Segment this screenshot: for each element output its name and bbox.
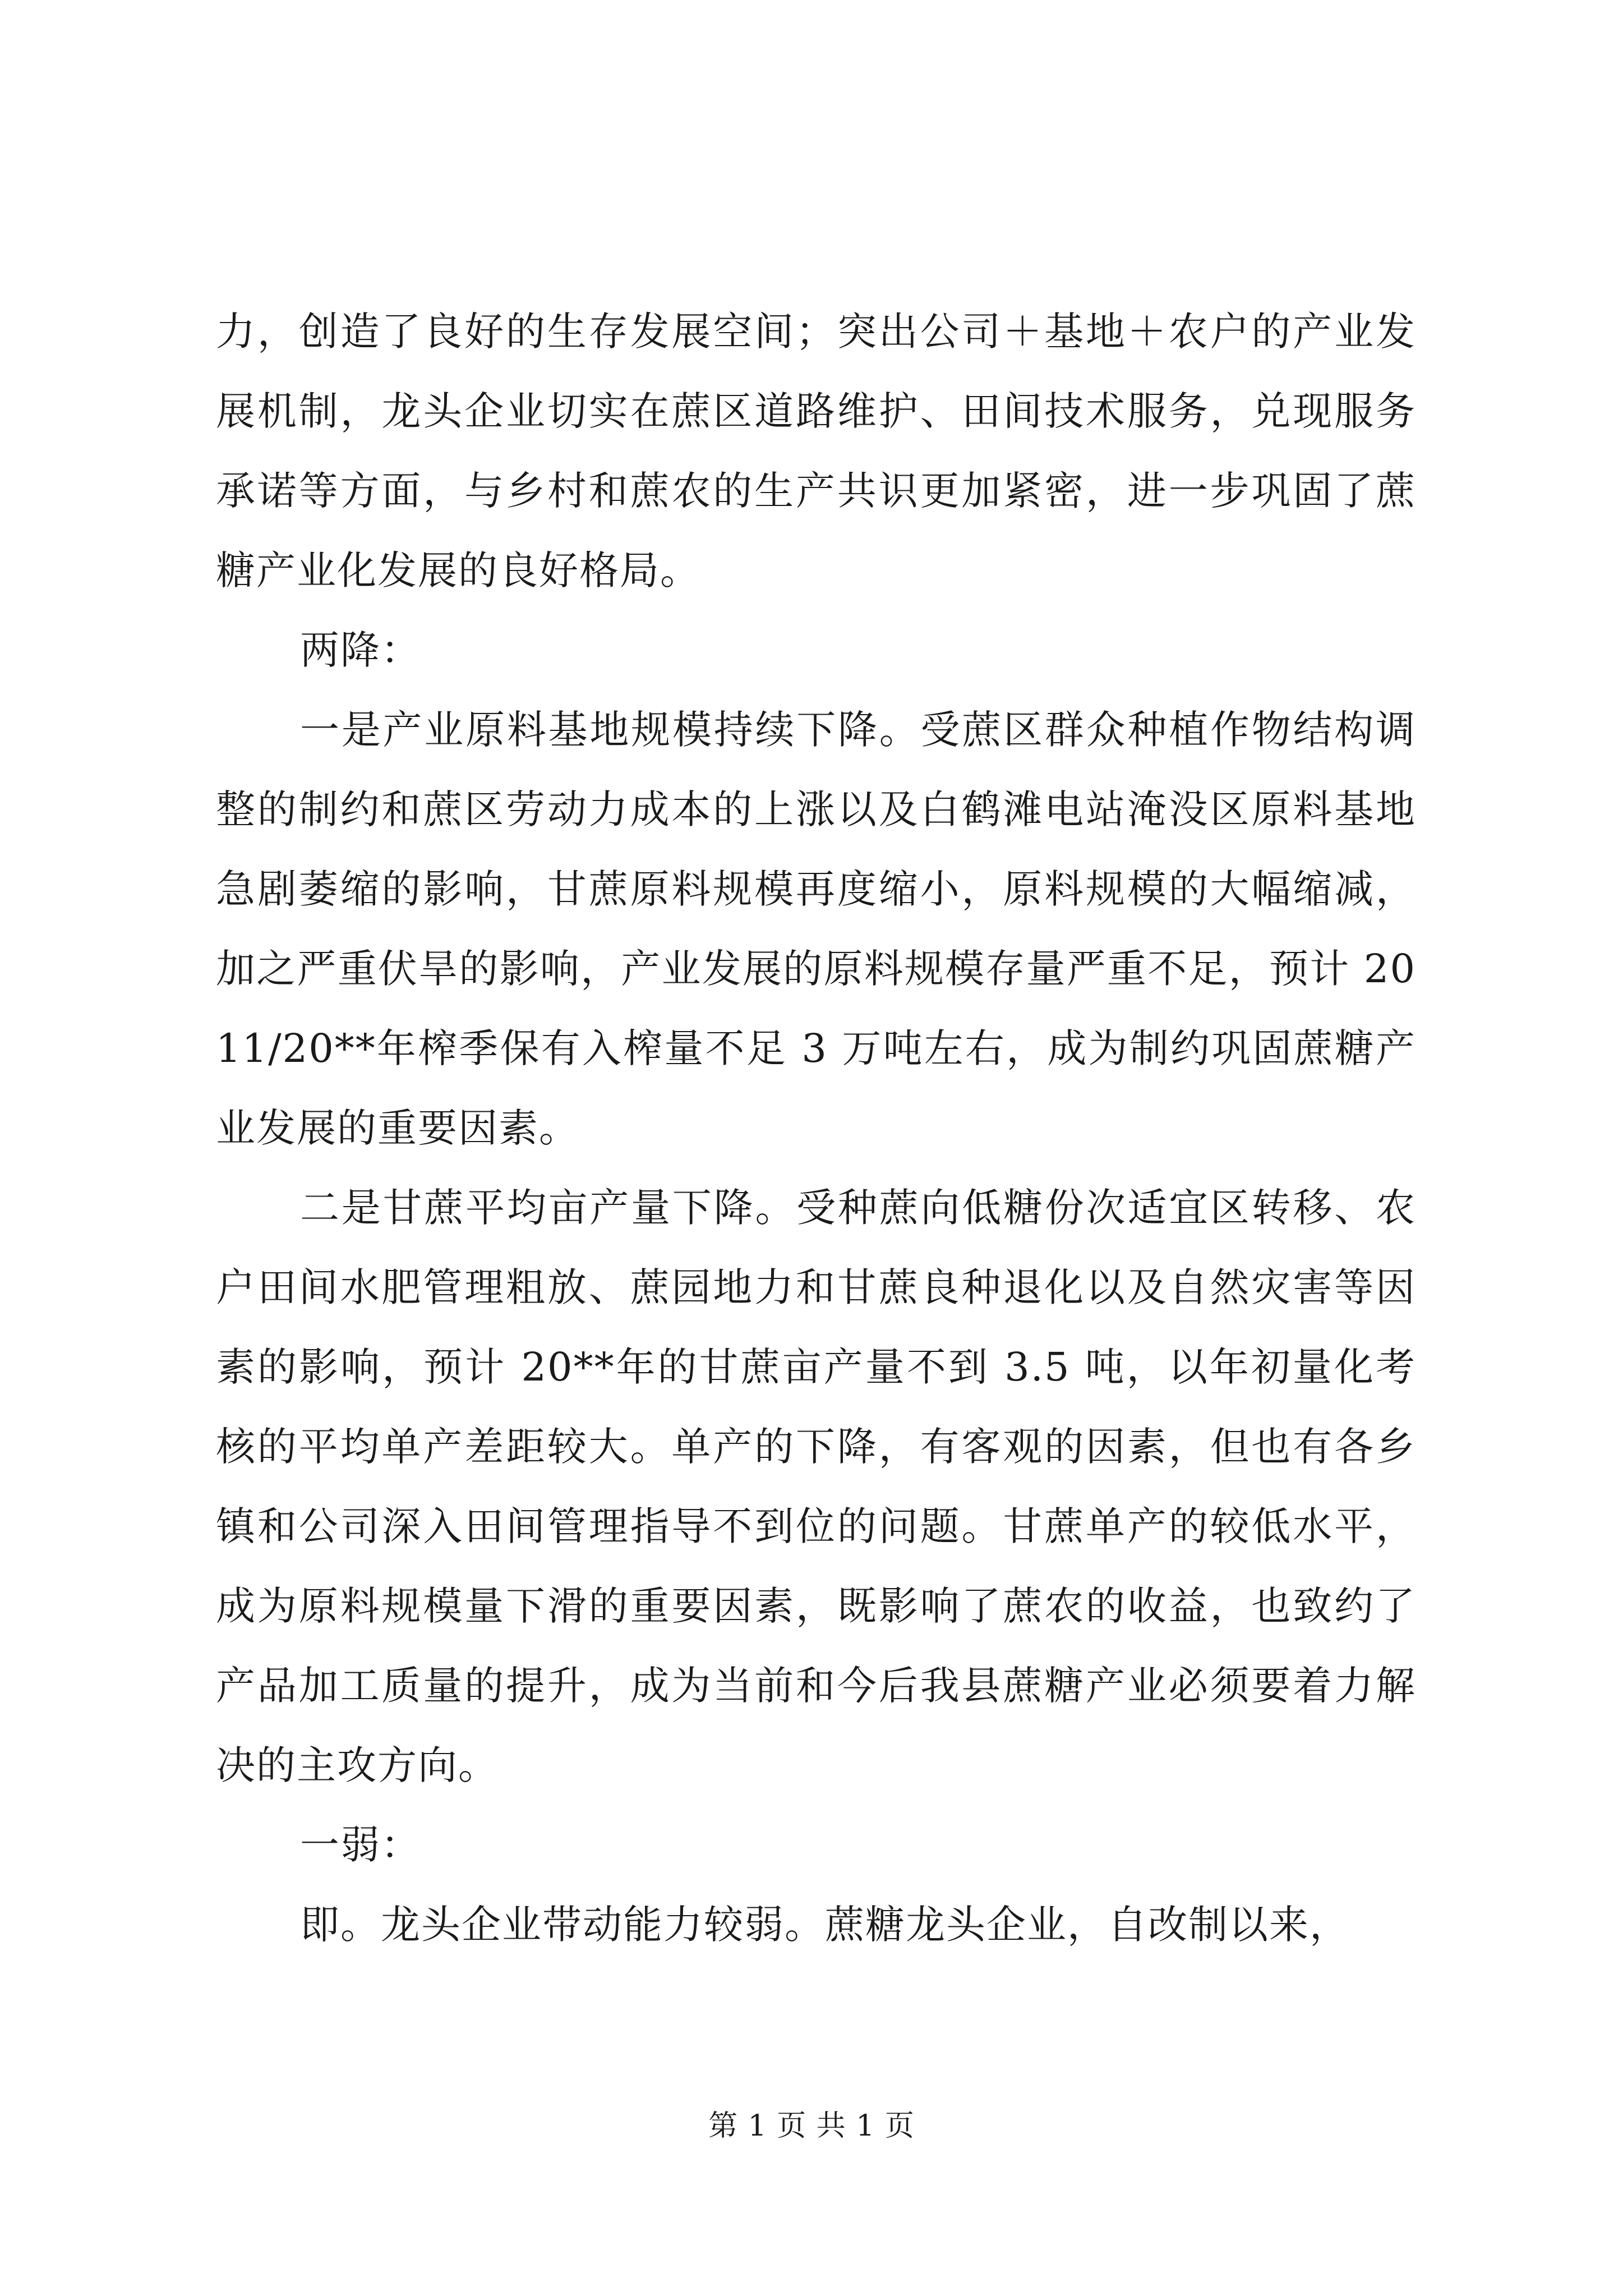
section-heading: 两降：	[300, 627, 421, 673]
paragraph: 即。龙头企业带动能力较弱。蔗糖龙头企业，自改制以来，	[300, 1902, 1350, 1948]
section-heading: 一弱：	[300, 1822, 421, 1868]
paragraph: 二是甘蔗平均亩产量下降。受种蔗向低糖份次适宜区转移、农户田间水肥管理粗放、蔗园地力和甘蔗良种退化以及自然灾害等因素的影响，预计 20**年的甘蔗亩产量不到 3.5 吨，以年初量化考核的平均单产差距较大。单产的下降，有客观的因素，但也有各乡镇和公司深入田间管理指导不到位的问题。甘蔗单产的较低水平，成为原料规模量下滑的重要因素，既影响了蔗农的收益，也致约了产品加工质量的提升，成为当前和今后我县蔗糖产业必须要着力解决的主攻方向。	[216, 1185, 1416, 1788]
paragraph: 力，创造了良好的生存发展空间；突出公司＋基地＋农户的产业发展机制，龙头企业切实在蔗区道路维护、田间技术服务，兑现服务承诺等方面，与乡村和蔗农的生产共识更加紧密，进一步巩固了蔗糖产业化发展的良好格局。	[216, 309, 1416, 593]
document-body	[216, 292, 1416, 1964]
paragraph: 一是产业原料基地规模持续下降。受蔗区群众种植作物结构调整的制约和蔗区劳动力成本的上涨以及白鹤滩电站淹没区原料基地急剧萎缩的影响，甘蔗原料规模再度缩小，原料规模的大幅缩减，加之严重伏旱的影响，产业发展的原料规模存量严重不足，预计 2011/20**年榨季保有入榨量不足 3 万吨左右，成为制约巩固蔗糖产业发展的重要因素。	[216, 707, 1416, 1151]
page-footer: 第 1 页 共 1 页	[708, 2109, 915, 2143]
